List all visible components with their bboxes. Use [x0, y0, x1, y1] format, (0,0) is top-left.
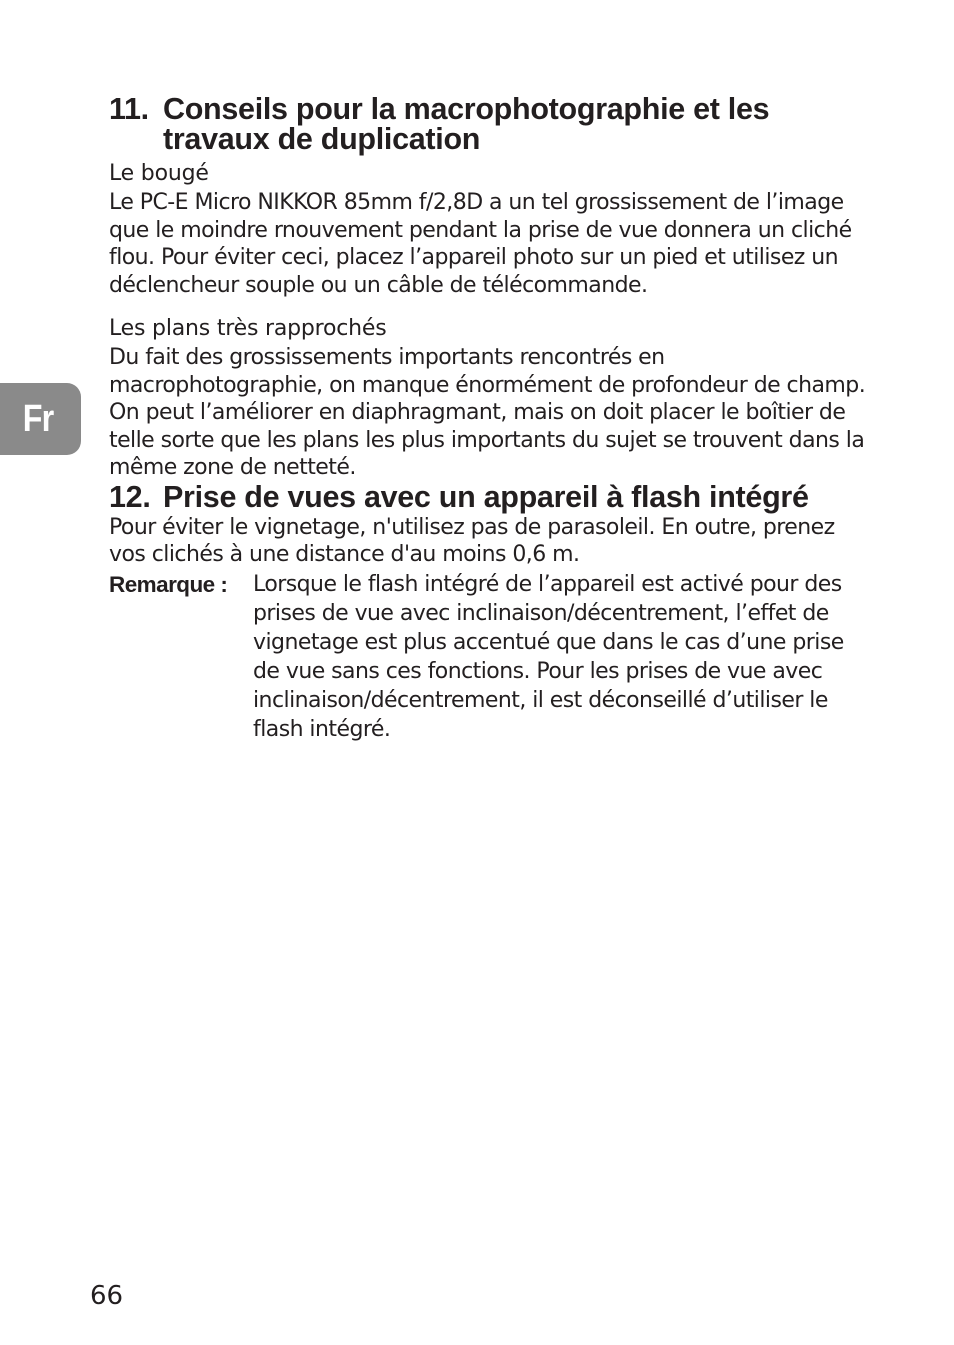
subsection-close-up-heading: Les plans très rapprochés: [109, 316, 387, 341]
subsection-camera-shake-heading: Le bougé: [109, 161, 209, 186]
remark-label: Remarque :: [109, 571, 228, 597]
section-12-heading: [109, 479, 869, 514]
subsection-close-up-body: Du fait des grossissements importants rencontrés en macrophotographie, on manque énormément de profondeur de champ. On peut l’améliorer en diaphragmant, mais on doit placer le boîtier de telle sorte que les plans les plus importants du sujet se trouvent dans la même zone de netteté.: [109, 345, 866, 480]
section-12-title: Prise de vues avec un appareil à flash intégré: [163, 479, 809, 514]
section-11-title: Conseils pour la macrophotographie et les travaux de duplication: [163, 92, 770, 156]
section-12: [109, 479, 869, 744]
remark-text: Lorsque le flash intégré de l’appareil est activé pour des prises de vue avec inclinaison/décentrement, l’effet de vignetage est plus accentué que dans le cas d’une prise de vue sans ces fonctions. Pour les prises de vue avec inclinaison/décentrement, il est déconseillé d’utiliser le flash intégré.: [253, 571, 844, 742]
section-11-heading: [109, 90, 869, 154]
page-number: 66: [90, 1281, 124, 1311]
language-tab: [0, 383, 81, 455]
section-12-body: Pour éviter le vignetage, n'utilisez pas de parasoleil. En outre, prenez vos clichés à une distance d'au moins 0,6 m.: [109, 514, 835, 567]
section-12-number: 12.: [109, 479, 151, 514]
subsection-camera-shake-body: Le PC-E Micro NIKKOR 85mm f/2,8D a un tel grossissement de l’image que le moindre rnouvement pendant la prise de vue donnera un cliché flou. Pour éviter ceci, placez l’appareil photo sur un pied et utilisez un déclencheur souple ou un câble de télécommande.: [109, 190, 852, 298]
section-11: [109, 90, 869, 482]
section-11-number: 11.: [109, 92, 149, 126]
page-content: [109, 90, 869, 744]
language-tab-label: Fr: [22, 397, 53, 440]
remark-note: [109, 570, 869, 744]
